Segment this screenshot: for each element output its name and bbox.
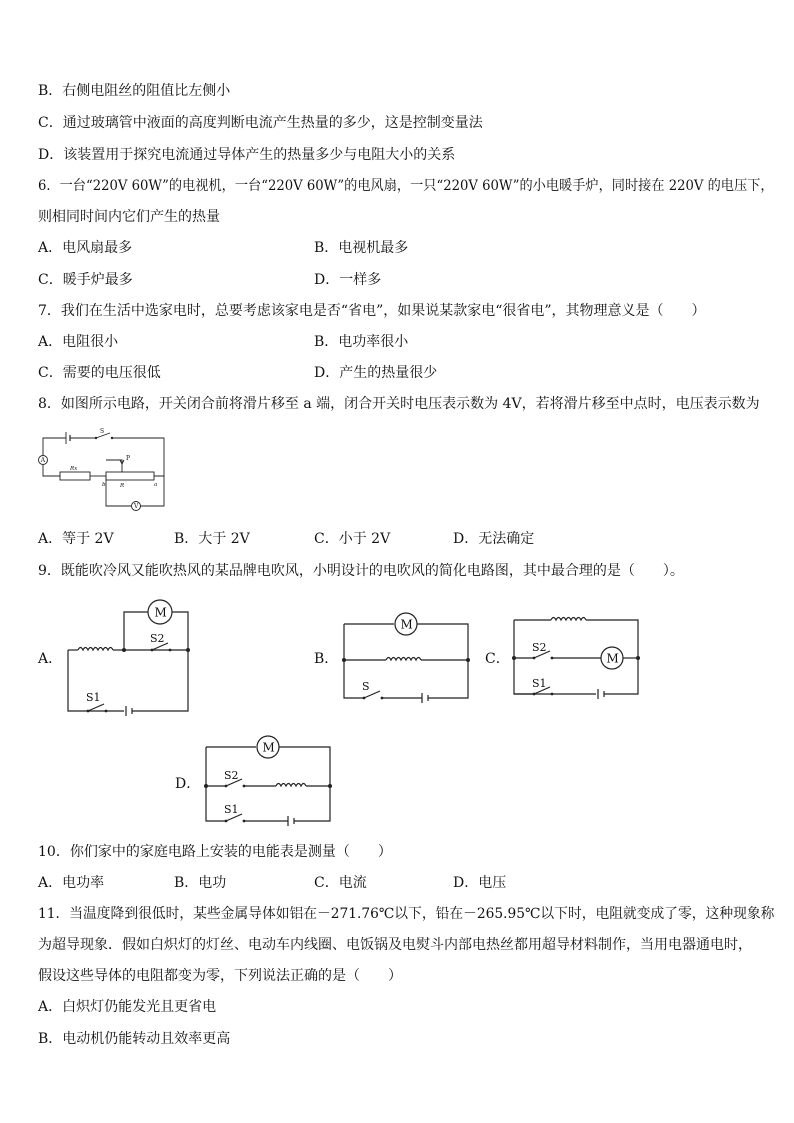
q9-c-motor-label: M <box>606 651 619 666</box>
q6-option-a: A．电风扇最多 <box>38 240 133 256</box>
q9-circuit-a <box>60 598 200 718</box>
q9-circuit-b <box>336 610 476 710</box>
q8-resistor-rx <box>60 472 90 480</box>
q6-option-d: D．一样多 <box>314 272 382 288</box>
q8-end-b-label: b <box>102 482 106 488</box>
q8-circuit-diagram <box>36 428 166 518</box>
q9-d-s1-label: S1 <box>224 803 239 816</box>
q8-option-c: C．小于 2V <box>314 531 391 547</box>
q9-d-s2-label: S2 <box>224 769 239 782</box>
q9-b-motor-label: M <box>400 617 413 632</box>
q8-slider-label: P <box>126 455 131 462</box>
q11-option-b: B．电动机仍能转动且效率更高 <box>38 1031 231 1047</box>
q8-ammeter-label: A <box>40 457 46 465</box>
q9-c-s1-label: S1 <box>532 677 547 690</box>
q7-option-a: A．电阻很小 <box>38 334 119 350</box>
q10-option-d: D．电压 <box>453 875 507 891</box>
q7-stem: 7．我们在生活中选家电时，总要考虑该家电是否“省电”，如果说某款家电“很省电”，其物理意义是（ ） <box>38 303 706 319</box>
q9-label-d: D． <box>175 776 201 792</box>
q9-d-motor-label: M <box>262 740 275 755</box>
q9-b-s-label: S <box>362 680 370 693</box>
q8-voltmeter-label: V <box>134 503 139 511</box>
q9-c-s2-label: S2 <box>532 641 547 654</box>
q5-option-d: D．该装置用于探究电流通过导体产生的热量多少与电阻大小的关系 <box>38 147 456 163</box>
q10-option-a: A．电功率 <box>38 875 105 891</box>
q8-resistor-rx-label: Rx <box>70 466 78 472</box>
q9-a-heater <box>78 648 113 651</box>
q8-rheostat <box>106 472 154 480</box>
q11-stem-line3: 假设这些导体的电阻都变为零，下列说法正确的是（ ） <box>38 968 402 984</box>
q9-circuit-d <box>198 733 338 833</box>
q10-option-c: C．电流 <box>314 875 367 891</box>
q5-option-c: C．通过玻璃管中液面的高度判断电流产生热量的多少，这是控制变量法 <box>38 115 483 131</box>
q9-stem: 9．既能吹冷风又能吹热风的某品牌电吹风，小明设计的电吹风的简化电路图，其中最合理的是（ ）。 <box>38 563 684 579</box>
q6-option-c: C．暖手炉最多 <box>38 272 133 288</box>
q9-a-s2-label: S2 <box>150 632 165 645</box>
q8-option-d: D．无法确定 <box>453 531 535 547</box>
q11-stem-line2: 为超导现象．假如白炽灯的灯丝、电动车内线圈、电饭锅及电熨斗内部电热丝都用超导材料制作，当用电器通电时， <box>38 937 752 953</box>
q8-stem: 8．如图所示电路，开关闭合前将滑片移至 a 端，闭合开关时电压表示数为 4V，若将滑片移至中点时，电压表示数为 <box>38 396 760 412</box>
q11-option-a: A．白炽灯仍能发光且更省电 <box>38 999 217 1015</box>
q9-label-b: B． <box>314 651 339 667</box>
q8-end-a-label: a <box>154 482 158 488</box>
q10-stem: 10．你们家中的家庭电路上安装的电能表是测量（ ） <box>38 844 392 860</box>
q10-option-b: B．电功 <box>174 875 227 891</box>
q9-circuit-c <box>506 610 646 710</box>
q5-option-b: B．右侧电阻丝的阻值比左侧小 <box>38 83 231 99</box>
q8-switch-label: S <box>100 428 105 435</box>
q6-stem-line2: 则相同时间内它们产生的热量 <box>38 209 220 225</box>
q7-option-d: D．产生的热量很少 <box>314 365 438 381</box>
q8-rheostat-label: R <box>120 483 125 489</box>
q6-stem-line1: 6．一台“220V 60W”的电视机，一台“220V 60W”的电风扇，一只“220V 60W”的小电暖手炉，同时接在 220V 的电压下， <box>38 178 774 194</box>
q7-option-c: C．需要的电压很低 <box>38 365 161 381</box>
q8-option-a: A．等于 2V <box>38 531 114 547</box>
q9-a-s1-label: S1 <box>86 691 101 704</box>
q11-stem-line1: 11．当温度降到很低时，某些金属导体如铝在－271.76℃以下，铅在－265.95℃以下时，电阻就变成了零，这种现象称 <box>38 906 775 922</box>
q7-option-b: B．电功率很小 <box>314 334 409 350</box>
q9-a-motor-label: M <box>154 605 167 620</box>
q9-b-heater <box>386 658 421 661</box>
q6-option-b: B．电视机最多 <box>314 240 409 256</box>
q9-label-a: A． <box>38 651 63 667</box>
q9-label-c: C． <box>485 651 510 667</box>
q9-d-heater <box>276 784 306 787</box>
q8-option-b: B．大于 2V <box>174 531 250 547</box>
q9-c-heater <box>551 618 586 621</box>
